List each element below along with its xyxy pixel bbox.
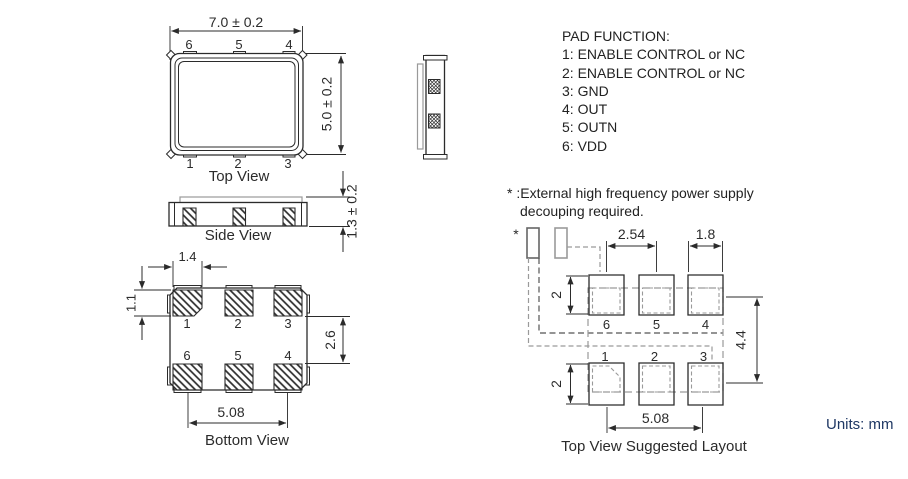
layout-pad-width-text: 1.8 (695, 226, 716, 242)
layout-pad-height-top-ext (566, 276, 588, 314)
top-view-width-dim-text: 7.0 ± 0.2 (208, 14, 264, 30)
side-view-title: Side View (204, 227, 272, 244)
layout-pin-5: 5 (652, 317, 661, 332)
top-view-pin-4: 4 (285, 37, 293, 52)
pad-function-item-4: 4: OUT (562, 101, 608, 118)
layout-title: Top View Suggested Layout (561, 438, 747, 455)
top-view-pin-6: 6 (185, 37, 193, 52)
bottom-view-pad-width-ext (173, 261, 202, 287)
bottom-view-pad-1 (173, 290, 202, 316)
trace-cap2-to-pad6 (567, 247, 600, 272)
layout-row-span-text: 4.4 (732, 330, 749, 350)
decoupling-capacitor-1 (527, 228, 539, 258)
top-view-pin-5: 5 (235, 37, 243, 52)
layout-pin-4: 4 (701, 317, 710, 332)
bottom-view-pin-2: 2 (234, 316, 242, 331)
top-view-body-outline (171, 54, 304, 156)
bottom-view-row-gap-text: 2.6 (322, 330, 338, 350)
package-outline-dashed (588, 288, 723, 392)
suggested-layout (513, 226, 763, 455)
layout-pin-6: 6 (602, 317, 611, 332)
bottom-view-pin-3: 3 (284, 316, 292, 331)
bottom-view-pad-width-text: 1.4 (178, 249, 197, 264)
layout-star-marker: * (513, 226, 519, 242)
package-pads-dashed (593, 288, 720, 392)
end-view-lid (418, 64, 424, 149)
bottom-view-pad-height-text: 1.1 (123, 293, 139, 313)
top-view-pin-3: 3 (284, 156, 292, 171)
layout-pad-height-bottom-text: 2 (548, 380, 564, 388)
layout-pin-3: 3 (699, 349, 708, 364)
pad-function-item-1: 1: ENABLE CONTROL or NC (562, 46, 746, 63)
pad-function-item-2: 2: ENABLE CONTROL or NC (562, 64, 746, 81)
units-label: Units: mm (826, 416, 894, 433)
layout-pitch-text: 2.54 (617, 226, 646, 242)
pad-function-item-6: 6: VDD (562, 137, 608, 154)
pad-function-item-3: 3: GND (562, 82, 609, 99)
top-view-pin-2: 2 (234, 156, 242, 171)
end-view (418, 56, 448, 160)
layout-pad-height-top-text: 2 (548, 291, 564, 299)
package-pad-1-dashed (593, 366, 621, 392)
side-view-height-dim-text: 1.3 ± 0.2 (343, 184, 360, 239)
decoupling-capacitor-2 (555, 228, 567, 258)
bottom-view (124, 249, 351, 449)
pad-function-item-5: 5: OUTN (562, 119, 618, 136)
layout-pad-height-bottom-ext (566, 364, 588, 404)
top-view-title: Top View (208, 168, 270, 185)
pad-function-title: PAD FUNCTION: (562, 28, 670, 44)
trace-cap1-right (539, 258, 723, 333)
note-line-2: decouping required. (520, 202, 644, 219)
layout-col-span-text: 5.08 (641, 410, 670, 426)
note-line-1: * :External high frequency power supply (507, 185, 754, 201)
bottom-view-title: Bottom View (205, 432, 289, 449)
bottom-view-pad-height-ext (134, 290, 171, 316)
pad-function-block (562, 27, 745, 155)
bottom-view-pin-1: 1 (183, 316, 191, 331)
bottom-view-span-text: 5.08 (217, 404, 245, 420)
layout-pin-1: 1 (601, 349, 609, 364)
top-view-height-dim-text: 5.0 ± 0.2 (318, 76, 335, 132)
side-view-lid (180, 197, 302, 203)
top-view (167, 14, 347, 185)
bottom-view-pin-5: 5 (234, 348, 242, 363)
bottom-view-pin-6: 6 (183, 348, 191, 363)
top-view-pin-1: 1 (186, 156, 194, 171)
layout-pin-2: 2 (650, 349, 659, 364)
end-view-body (426, 56, 445, 159)
decoupling-note (507, 185, 754, 220)
bottom-view-pin-4: 4 (284, 348, 292, 363)
land-pattern-pads (589, 275, 723, 405)
